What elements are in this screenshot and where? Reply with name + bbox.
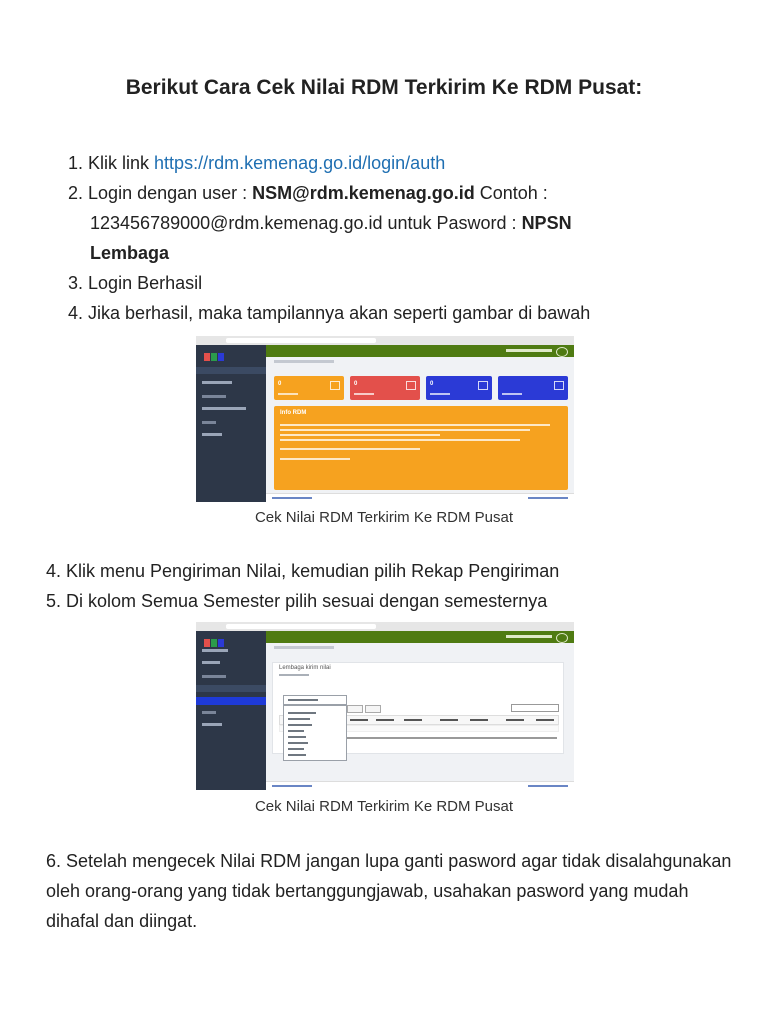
dashboard-screenshot bbox=[196, 336, 574, 502]
stat-card-4 bbox=[498, 376, 568, 400]
step-2-number: 2. bbox=[68, 183, 84, 203]
sidebar-section-2 bbox=[202, 421, 216, 424]
rekap-screenshot bbox=[196, 622, 574, 790]
rdm-logo-2 bbox=[204, 634, 244, 646]
user-icon-2 bbox=[556, 633, 568, 643]
step-1-number: 1. bbox=[68, 153, 84, 173]
url-bar-2 bbox=[226, 624, 376, 629]
stat-card-1 bbox=[274, 376, 344, 400]
stat-card-1-value: 0 bbox=[278, 381, 282, 387]
sidebar-item-rekap-pengiriman bbox=[196, 697, 266, 705]
step-4 bbox=[68, 298, 590, 328]
sidebar-section bbox=[202, 395, 226, 398]
step-3 bbox=[68, 268, 202, 298]
sidebar bbox=[196, 345, 266, 502]
semester-select[interactable] bbox=[283, 695, 347, 705]
step-4-number: 4. bbox=[68, 303, 84, 323]
stat-card-3 bbox=[426, 376, 492, 400]
step-1-text: Klik link bbox=[88, 153, 155, 173]
app-footer-2 bbox=[266, 781, 574, 790]
building-icon-3 bbox=[554, 381, 564, 390]
sidebar-2 bbox=[196, 631, 266, 790]
app-header bbox=[266, 345, 574, 357]
print-button[interactable] bbox=[365, 705, 381, 713]
step-5-semester: 5. Di kolom Semua Semester pilih sesuai dengan semesternya bbox=[46, 591, 548, 611]
sidebar-item-pengiriman-nilai bbox=[202, 407, 246, 410]
step-2-npsn: NPSN bbox=[521, 213, 572, 233]
sidebar-item-profile bbox=[202, 381, 232, 384]
breadcrumb bbox=[274, 360, 334, 363]
breadcrumb-2 bbox=[274, 646, 334, 649]
search-input[interactable] bbox=[511, 704, 559, 712]
stat-card-2 bbox=[350, 376, 420, 400]
sidebar-item-logout bbox=[202, 433, 222, 436]
rdm-login-link[interactable]: https://rdm.kemenag.go.id/login/auth bbox=[154, 153, 446, 173]
step-2-lembaga: Lembaga bbox=[90, 243, 170, 263]
panel-title: Lembaga kirim nilai bbox=[279, 665, 331, 671]
sidebar-section-4 bbox=[202, 711, 216, 714]
sidebar-item-dashboard bbox=[196, 367, 266, 374]
step-3-number: 3. bbox=[68, 273, 84, 293]
table-scrollbar[interactable] bbox=[345, 737, 557, 739]
lembaga-panel bbox=[272, 662, 564, 754]
step-6-paragraph: 6. Setelah mengecek Nilai RDM jangan lupa ganti pasword agar tidak disalahgunakan oleh orang-orang yang tidak bertanggungjawab, usahakan pasword yang mudah dihafal dan diingat. bbox=[46, 851, 732, 931]
url-bar bbox=[226, 338, 376, 343]
sidebar-item-profile-2 bbox=[202, 661, 220, 664]
stat-card-3-value: 0 bbox=[430, 381, 434, 387]
stat-card-2-value: 0 bbox=[354, 381, 358, 387]
header-username bbox=[506, 349, 552, 352]
step-1 bbox=[68, 148, 445, 178]
step-4-menu: 4. Klik menu Pengiriman Nilai, kemudian pilih Rekap Pengiriman bbox=[46, 561, 560, 581]
user-icon bbox=[556, 347, 568, 357]
step-3-text: Login Berhasil bbox=[88, 273, 203, 293]
app-header-2 bbox=[266, 631, 574, 643]
building-icon-2 bbox=[478, 381, 488, 390]
header-username-2 bbox=[506, 635, 552, 638]
browser-icons-2 bbox=[508, 624, 568, 629]
page-title: Berikut Cara Cek Nilai RDM Terkirim Ke RDM Pusat: bbox=[125, 76, 643, 99]
sidebar-item-dashboard-2 bbox=[202, 649, 228, 652]
sidebar-item-pengiriman-2 bbox=[196, 685, 266, 692]
excel-button[interactable] bbox=[347, 705, 363, 713]
image-caption-2: Cek Nilai RDM Terkirim Ke RDM Pusat bbox=[254, 798, 514, 815]
step-2-line-2 bbox=[90, 208, 572, 238]
info-rdm-box bbox=[274, 406, 568, 490]
step-2-user: NSM@rdm.kemenag.go.id bbox=[252, 183, 475, 203]
sidebar-section-3 bbox=[202, 675, 226, 678]
step-2-example: Contoh : bbox=[474, 183, 548, 203]
step-4-text: Jika berhasil, maka tampilannya akan seperti gambar di bawah bbox=[88, 303, 591, 323]
step-2-line-3 bbox=[90, 238, 169, 268]
rdm-logo bbox=[204, 348, 244, 360]
building-icon bbox=[406, 381, 416, 390]
step-2-text: Login dengan user : bbox=[88, 183, 253, 203]
sidebar-item-logout-2 bbox=[202, 723, 222, 726]
image-caption-1: Cek Nilai RDM Terkirim Ke RDM Pusat bbox=[254, 509, 514, 526]
app-footer bbox=[266, 493, 574, 502]
step-2 bbox=[68, 178, 688, 208]
info-rdm-title: Info RDM bbox=[280, 410, 307, 416]
group-icon bbox=[330, 381, 340, 390]
step-2-example-email: 123456789000@rdm.kemenag.go.id untuk Pasword : bbox=[90, 213, 522, 233]
browser-icons bbox=[508, 338, 568, 343]
semester-dropdown[interactable] bbox=[283, 705, 347, 761]
